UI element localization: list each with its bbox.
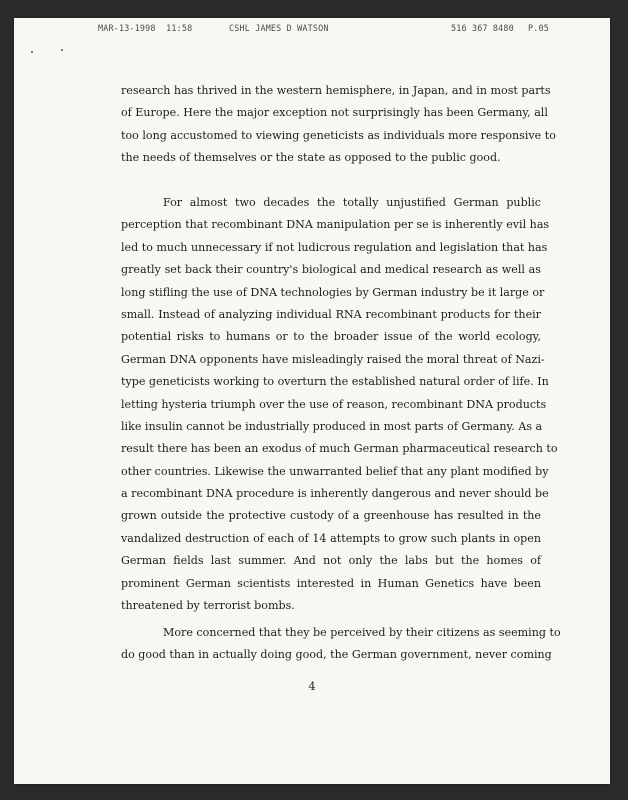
text-line: a recombinant DNA procedure is inherently dangerous and never should be	[121, 487, 549, 501]
text-line: type geneticists working to overturn the established natural order of life. In	[121, 375, 549, 389]
text-line: More concerned that they be perceived by their citizens as seeming to	[163, 626, 561, 639]
text-line: letting hysteria triumph over the use of reason, recombinant DNA products	[121, 397, 547, 411]
text-line: German fields last summer. And not only the labs but the homes of	[121, 554, 541, 568]
text-line: like insulin cannot be industrially produced in most parts of Germany. As a	[121, 419, 543, 433]
text-line: result there has been an exodus of much German pharmaceutical research to	[121, 442, 558, 456]
text-line: other countries. Likewise the unwarranted belief that any plant modified by	[121, 464, 549, 478]
paragraph-1	[121, 80, 556, 170]
text-line: German DNA opponents have misleadingly raised the moral threat of Nazi-	[121, 352, 545, 366]
text-line: long stifling the use of DNA technologies by German industry be it large or	[121, 285, 545, 299]
text-line: vandalized destruction of each of 14 attempts to grow such plants in open	[121, 531, 541, 545]
fax-phone: 516 367 8480	[451, 23, 514, 33]
text-line: prominent German scientists interested in Human Genetics have been	[121, 576, 541, 590]
text-line: threatened by terrorist bombs.	[121, 599, 295, 613]
speck	[61, 49, 63, 51]
paragraph-2	[121, 192, 558, 617]
document-page	[14, 18, 610, 784]
text-line: research has thrived in the western hemisphere, in Japan, and in most parts	[121, 84, 551, 97]
fax-sender: CSHL JAMES D WATSON	[229, 23, 329, 33]
text-line: led to much unnecessary if not ludicrous regulation and legislation that has	[121, 240, 548, 254]
text-line: too long accustomed to viewing geneticists as individuals more responsive to	[121, 128, 556, 142]
text-line: do good than in actually doing good, the German government, never coming	[121, 648, 552, 662]
paragraph-3	[121, 622, 561, 667]
text-line: potential risks to humans or to the broader issue of the world ecology,	[121, 330, 541, 344]
page-number: 4	[308, 680, 316, 693]
text-line: the needs of themselves or the state as opposed to the public good.	[121, 151, 501, 165]
fax-date-time: MAR-13-1998 11:58	[98, 23, 193, 33]
text-line: perception that recombinant DNA manipulation per se is inherently evil has	[121, 218, 550, 232]
text-line: grown outside the protective custody of a greenhouse has resulted in the	[121, 509, 541, 523]
text-line: small. Instead of analyzing individual RNA recombinant products for their	[121, 307, 541, 321]
text-line: For almost two decades the totally unjustified German public	[163, 196, 541, 209]
text-line: greatly set back their country's biological and medical research as well as	[121, 263, 541, 277]
text-line: of Europe. Here the major exception not surprisingly has been Germany, all	[121, 106, 548, 120]
speck	[31, 51, 33, 53]
fax-page: P.05	[528, 23, 549, 33]
